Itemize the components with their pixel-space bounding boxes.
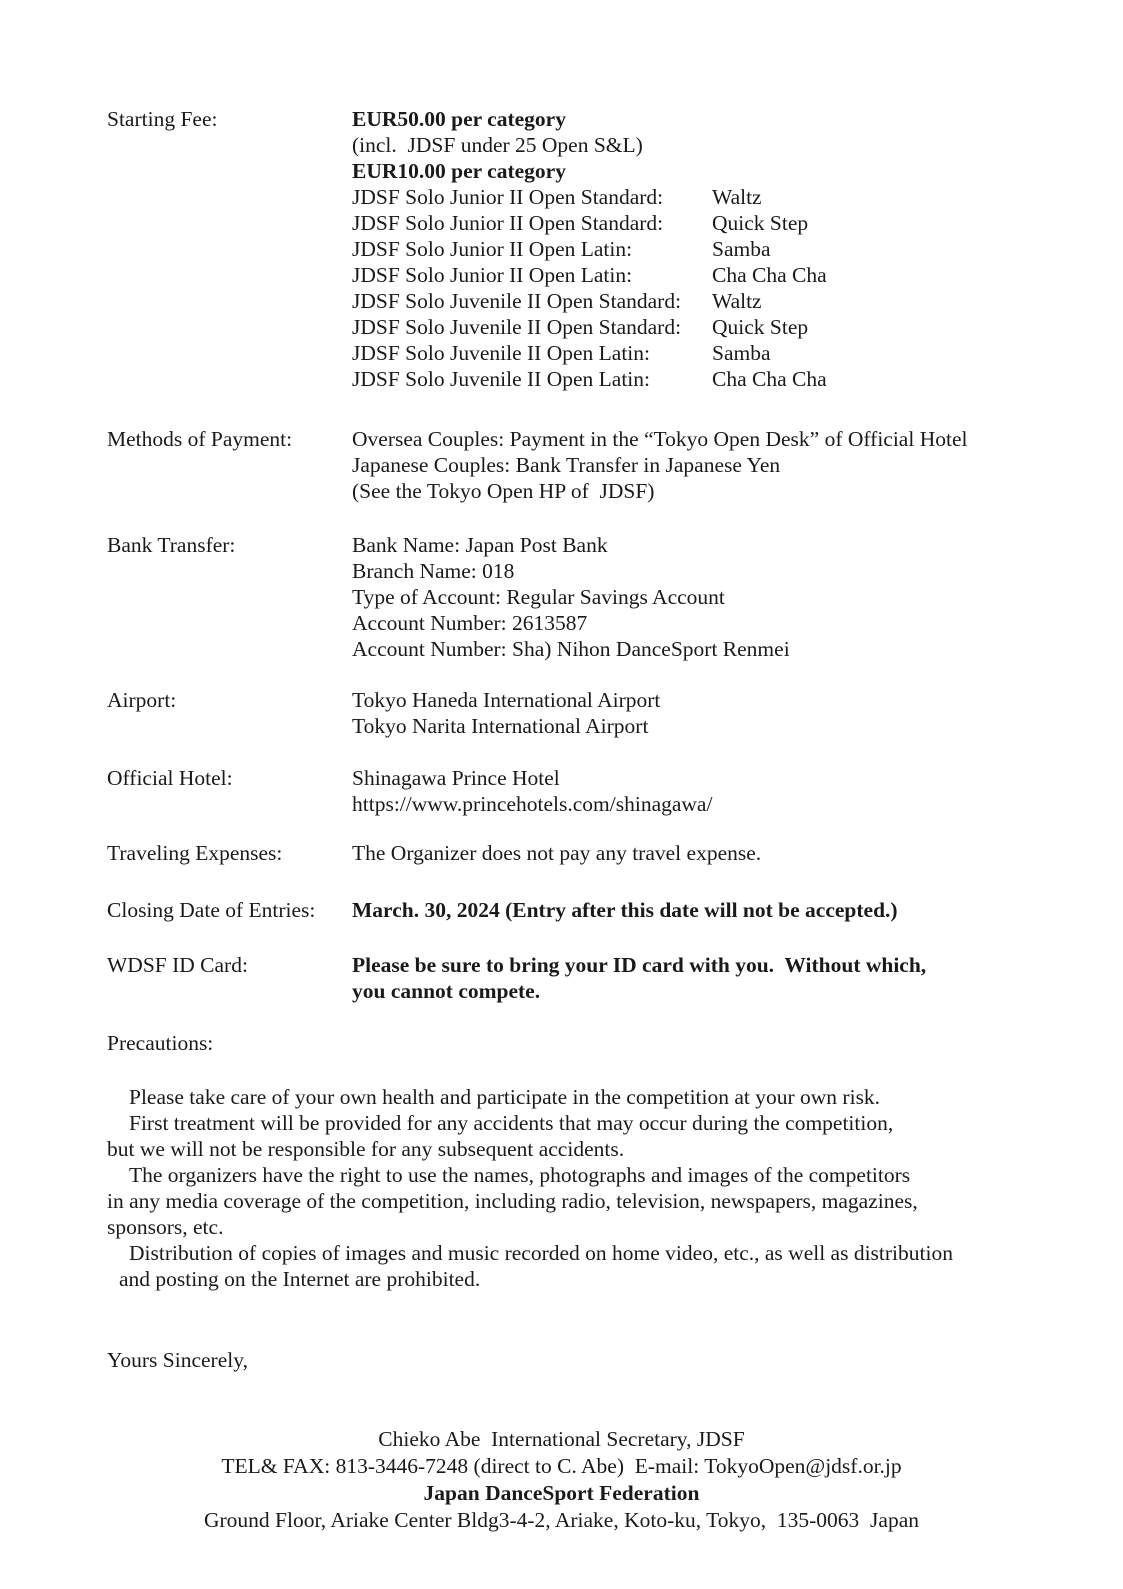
category-name: JDSF Solo Juvenile II Open Latin: <box>352 367 650 391</box>
section-traveling-expenses <box>107 840 1073 866</box>
category-name: JDSF Solo Juvenile II Open Standard: <box>352 289 682 313</box>
section-methods-of-payment <box>107 426 1073 504</box>
category-name: JDSF Solo Juvenile II Open Latin: <box>352 341 650 365</box>
signature-contact: TEL& FAX: 813-3446-7248 (direct to C. Abe) E-mail: TokyoOpen@jdsf.or.jp <box>221 1454 902 1478</box>
category-row <box>352 262 1073 288</box>
category-dance: Waltz <box>712 289 762 313</box>
branch-name-line: Branch Name: 018 <box>352 559 515 583</box>
starting-fee-value <box>352 106 1073 392</box>
precaution-line: sponsors, etc. <box>107 1215 224 1239</box>
fee-amount-primary: EUR50.00 per category <box>352 107 566 131</box>
section-salutation <box>107 1347 1073 1373</box>
account-number-line: Account Number: 2613587 <box>352 611 588 635</box>
precautions-paragraphs <box>107 1084 1073 1292</box>
category-row <box>352 366 1073 392</box>
category-row <box>352 210 1073 236</box>
category-name: JDSF Solo Juvenile II Open Standard: <box>352 315 682 339</box>
fee-note: (incl. JDSF under 25 Open S&L) <box>352 133 643 157</box>
bank-transfer-value <box>352 532 1073 662</box>
payment-see-hp-line: (See the Tokyo Open HP of JDSF) <box>352 479 655 503</box>
airport-haneda-line: Tokyo Haneda International Airport <box>352 688 661 712</box>
category-dance: Samba <box>712 341 771 365</box>
section-airport <box>107 687 1073 739</box>
closing-date-value <box>352 897 1073 923</box>
document-content <box>107 106 1073 1534</box>
category-dance: Quick Step <box>712 211 809 235</box>
precaution-line: Distribution of copies of images and music recorded on home video, etc., as well as distribution <box>129 1241 953 1265</box>
precaution-line: but we will not be responsible for any subsequent accidents. <box>107 1137 625 1161</box>
section-wdsf-id-card <box>107 952 1073 1004</box>
precautions-label: Precautions: <box>107 1031 214 1055</box>
account-holder-line: Account Number: Sha) Nihon DanceSport Renmei <box>352 637 790 661</box>
closing-date-line: March. 30, 2024 (Entry after this date will not be accepted.) <box>352 898 898 922</box>
hotel-name: Shinagawa Prince Hotel <box>352 766 560 790</box>
airport-value <box>352 687 1073 739</box>
wdsf-id-card-value <box>352 952 1073 1004</box>
category-dance: Samba <box>712 237 771 261</box>
category-row <box>352 340 1073 366</box>
payment-oversea-line: Oversea Couples: Payment in the “Tokyo Open Desk” of Official Hotel <box>352 427 968 451</box>
traveling-expenses-label: Traveling Expenses: <box>107 841 283 865</box>
hotel-url: https://www.princehotels.com/shinagawa/ <box>352 792 713 816</box>
section-precautions <box>107 1030 1073 1292</box>
category-name: JDSF Solo Junior II Open Standard: <box>352 211 664 235</box>
wdsf-id-card-line-1: Please be sure to bring your ID card with you. Without which, <box>352 953 927 977</box>
fee-amount-secondary: EUR10.00 per category <box>352 159 566 183</box>
wdsf-id-card-line-2: you cannot compete. <box>352 979 541 1003</box>
traveling-expenses-line: The Organizer does not pay any travel expense. <box>352 841 762 865</box>
wdsf-id-card-label: WDSF ID Card: <box>107 953 248 977</box>
payment-japanese-line: Japanese Couples: Bank Transfer in Japanese Yen <box>352 453 781 477</box>
airport-label: Airport: <box>107 688 177 712</box>
bank-transfer-label: Bank Transfer: <box>107 533 236 557</box>
signature-address: Ground Floor, Ariake Center Bldg3-4-2, Ariake, Koto-ku, Tokyo, 135-0063 Japan <box>204 1508 919 1532</box>
methods-of-payment-value <box>352 426 1073 504</box>
precaution-line: Please take care of your own health and participate in the competition at your own risk. <box>129 1085 881 1109</box>
starting-fee-label: Starting Fee: <box>107 107 218 131</box>
official-hotel-label: Official Hotel: <box>107 766 233 790</box>
signature-block <box>0 1426 1123 1534</box>
category-dance: Waltz <box>712 185 762 209</box>
section-starting-fee <box>107 106 1073 392</box>
section-closing-date <box>107 897 1073 923</box>
bank-name-line: Bank Name: Japan Post Bank <box>352 533 608 557</box>
category-dance: Cha Cha Cha <box>712 263 827 287</box>
category-row <box>352 288 1073 314</box>
account-type-line: Type of Account: Regular Savings Account <box>352 585 725 609</box>
category-name: JDSF Solo Junior II Open Latin: <box>352 263 633 287</box>
official-hotel-value <box>352 765 1073 817</box>
precaution-line: The organizers have the right to use the names, photographs and images of the competitors <box>129 1163 911 1187</box>
category-name: JDSF Solo Junior II Open Standard: <box>352 185 664 209</box>
category-dance: Cha Cha Cha <box>712 367 827 391</box>
signature-secretary: Chieko Abe International Secretary, JDSF <box>378 1427 745 1451</box>
category-name: JDSF Solo Junior II Open Latin: <box>352 237 633 261</box>
category-row <box>352 236 1073 262</box>
precaution-line: and posting on the Internet are prohibited. <box>119 1267 481 1291</box>
section-official-hotel <box>107 765 1073 817</box>
salutation-text: Yours Sincerely, <box>107 1348 248 1372</box>
category-row <box>352 314 1073 340</box>
traveling-expenses-value <box>352 840 1073 866</box>
airport-narita-line: Tokyo Narita International Airport <box>352 714 649 738</box>
precaution-line: in any media coverage of the competition, including radio, television, newspapers, magazines, <box>107 1189 918 1213</box>
closing-date-label: Closing Date of Entries: <box>107 898 316 922</box>
category-row <box>352 184 1073 210</box>
category-dance: Quick Step <box>712 315 809 339</box>
methods-of-payment-label: Methods of Payment: <box>107 427 293 451</box>
signature-organization: Japan DanceSport Federation <box>423 1481 700 1505</box>
section-bank-transfer <box>107 532 1073 662</box>
precaution-line: First treatment will be provided for any accidents that may occur during the competition, <box>129 1111 894 1135</box>
